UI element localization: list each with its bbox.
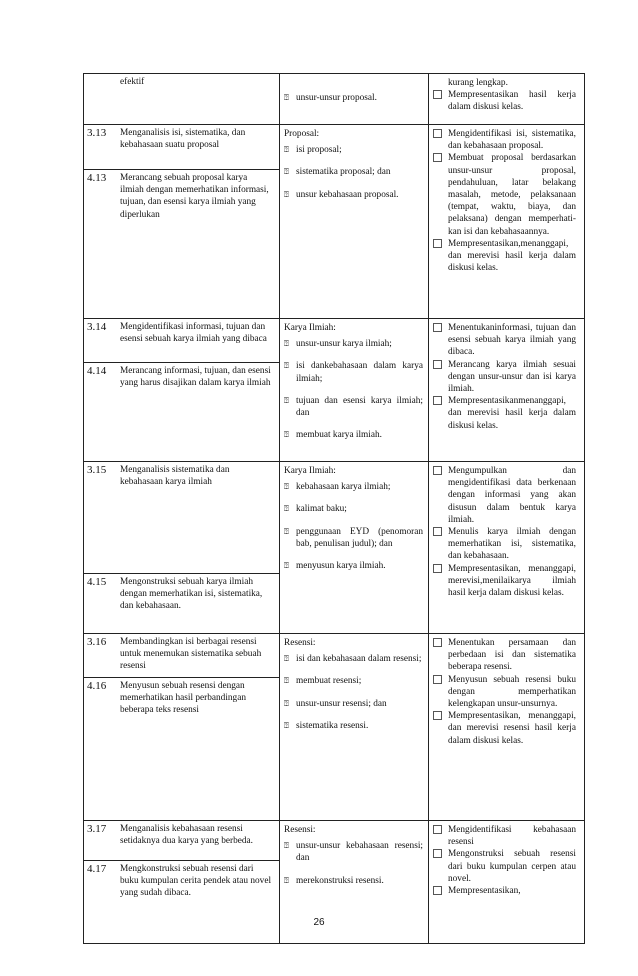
kegiatan-item — [433, 885, 576, 897]
checkbox-icon — [433, 90, 442, 99]
materi-title: Proposal: — [284, 129, 320, 139]
syllabus-table — [83, 73, 585, 944]
checkbox-icon — [433, 153, 442, 162]
materi-item-text: isi proposal; — [296, 145, 342, 156]
missing-glyph-icon: ⍰ — [284, 482, 289, 492]
kegiatan-item — [433, 128, 576, 152]
kegiatan-item-text: Mengidentifikasi isi, sistematika, dan kebahasaan proposal. — [448, 129, 576, 152]
kegiatan-item-text: Mempresentasikan, menanggapi, merevisi,menilaikarya ilmiah hasil kerja dalam diskusi kelas. — [448, 563, 576, 599]
materi-item — [284, 395, 423, 419]
missing-glyph-icon: ⍰ — [284, 167, 289, 177]
kd-text: Menganalisis sistematika dan kebahasaan karya ilmiah — [120, 465, 230, 488]
kegiatan-item-text: Mempresentasikan,menanggapi, dan merevisi hasil kerja dalam diskusi kelas. — [448, 238, 576, 274]
kegiatan-item — [433, 238, 576, 275]
kd-number: 3.16 — [87, 636, 107, 648]
materi-cell — [280, 462, 429, 634]
materi-cell — [280, 319, 429, 462]
missing-glyph-icon: ⍰ — [284, 361, 289, 371]
kompetensi-dasar-item — [84, 74, 279, 91]
kompetensi-dasar-cell — [84, 462, 280, 634]
kd-text: Mengkonstruksi sebuah resensi dari buku kumpulan cerita pendek atau novel yang sudah dibaca. — [120, 864, 272, 899]
kd-text: Menganalisis isi, sistematika, dan kebahasaan suatu proposal — [120, 128, 246, 151]
kd-number: 3.15 — [87, 464, 107, 476]
materi-item — [284, 653, 423, 665]
kegiatan-cell — [429, 74, 585, 125]
kegiatan-item-text: Membuat proposal berdasarkan unsur-unsur proposal, pendahuluan, latar belakang masalah, metode, pelaksanaan (tempat, waktu, biaya, dan pelaksana) dengan memperhati-kan isi dan kebahasaannya. — [448, 153, 576, 237]
kd-number: 4.17 — [87, 863, 107, 875]
kd-number: 3.17 — [87, 823, 107, 835]
kegiatan-item-text: Mengonstruksi sebuah resensi dari buku kumpulan cerpen atau novel. — [448, 849, 576, 884]
missing-glyph-icon: ⍰ — [284, 561, 289, 571]
materi-item — [284, 144, 423, 156]
materi-item — [284, 481, 423, 493]
materi-item — [284, 360, 423, 384]
kegiatan-item-text: Mempresentasikanmenanggapi, dan merevisi hasil kerja dalam diskusi kelas. — [448, 396, 576, 431]
materi-item-text: unsur-unsur resensi; dan — [296, 698, 387, 709]
kompetensi-dasar-item — [84, 677, 279, 720]
checkbox-icon — [433, 825, 442, 834]
missing-glyph-icon: ⍰ — [284, 145, 289, 155]
kd-number: 3.14 — [87, 321, 107, 333]
table-row — [84, 319, 585, 462]
kd-text: Membandingkan isi berbagai resensi untuk menemukan sistematika sebuah resensi — [120, 637, 262, 672]
missing-glyph-icon: ⍰ — [284, 526, 289, 536]
kegiatan-item — [433, 824, 576, 848]
materi-item-text: sistematika proposal; dan — [296, 167, 391, 178]
kegiatan-item-text: Mengidentifikasi kebahasaan resensi — [448, 825, 576, 848]
materi-item — [284, 526, 423, 550]
materi-cell — [280, 125, 429, 319]
materi-item-text: kebahasaan karya ilmiah; — [296, 482, 391, 493]
missing-glyph-icon: ⍰ — [284, 875, 289, 885]
kompetensi-dasar-item — [84, 634, 279, 677]
kd-number: 3.13 — [87, 127, 107, 139]
checkbox-icon — [433, 675, 442, 684]
checkbox-icon — [433, 711, 442, 720]
materi-item — [284, 166, 423, 178]
checkbox-icon — [433, 527, 442, 536]
materi-item-text: unsur-unsur karya ilmiah; — [296, 339, 392, 350]
kegiatan-item — [433, 710, 576, 747]
materi-item — [284, 875, 423, 887]
kompetensi-dasar-cell — [84, 125, 280, 319]
kegiatan-cell — [429, 634, 585, 821]
kegiatan-item — [433, 322, 576, 359]
kompetensi-dasar-item — [84, 319, 279, 362]
kegiatan-item-text: Mengumpulkan dan mengidentifikasi data berkenaan dengan informasi yang akan disusun dalam bentuk karya ilmiah. — [448, 466, 576, 525]
materi-cell — [280, 634, 429, 821]
checkbox-icon — [433, 360, 442, 369]
checkbox-icon — [433, 849, 442, 858]
materi-item — [284, 429, 423, 441]
checkbox-icon — [433, 886, 442, 895]
kd-text: Menganalisis kebahasaan resensi setidaknya dua karya yang berbeda. — [120, 824, 253, 847]
kegiatan-item — [433, 563, 576, 600]
kompetensi-dasar-cell — [84, 634, 280, 821]
materi-item-text: merekonstruksi resensi. — [296, 875, 384, 886]
kd-number: 4.16 — [87, 680, 107, 692]
kompetensi-dasar-cell — [84, 319, 280, 462]
materi-item — [284, 698, 423, 710]
kegiatan-cell — [429, 125, 585, 319]
kegiatan-item — [433, 526, 576, 563]
checkbox-icon — [433, 638, 442, 647]
materi-item-text: penggunaan EYD (penomoran bab, penulisan judul); dan — [296, 526, 423, 549]
kd-text: Merancang sebuah proposal karya ilmiah dengan memerhatikan informasi, tujuan, dan esensi karya ilmiah yang diperlukan — [120, 173, 269, 220]
materi-item-text: menyusun karya ilmiah. — [296, 561, 386, 572]
kompetensi-dasar-item — [84, 462, 279, 573]
materi-item-text: tujuan dan esensi karya ilmiah; dan — [296, 395, 423, 419]
kegiatan-item — [433, 674, 576, 711]
missing-glyph-icon: ⍰ — [284, 430, 289, 440]
kegiatan-item-text: Menulis karya ilmiah dengan memerhatikan isi, sistematika, dan kebahasaan. — [448, 527, 576, 562]
materi-title: Karya Ilmiah: — [284, 323, 336, 333]
kegiatan-item — [433, 465, 576, 526]
kegiatan-item — [433, 848, 576, 885]
materi-cell — [280, 74, 429, 125]
materi-item-text: membuat resensi; — [296, 676, 362, 687]
table-row — [84, 125, 585, 319]
page-number: 26 — [313, 917, 325, 928]
kegiatan-item — [433, 637, 576, 674]
kegiatan-item — [433, 152, 576, 237]
kompetensi-dasar-item — [84, 860, 279, 903]
materi-item-text: sistematika resensi. — [296, 720, 369, 731]
kegiatan-item-text: Merancang karya ilmiah sesuai dengan unsur-unsur dan isi karya ilmiah. — [448, 359, 576, 395]
kegiatan-item — [433, 395, 576, 432]
kegiatan-item — [433, 89, 576, 113]
checkbox-icon — [433, 323, 442, 332]
kegiatan-continued-text: kurang lengkap. — [448, 78, 508, 88]
kd-text: Menyusun sebuah resensi dengan memerhatikan hasil perbandingan beberapa teks resensi — [120, 681, 246, 716]
materi-item — [284, 338, 423, 350]
materi-item — [284, 560, 423, 572]
kd-text: Mengidentifikasi informasi, tujuan dan esensi sebuah karya ilmiah yang dibaca — [120, 322, 267, 345]
materi-item — [284, 503, 423, 515]
kd-number: 4.15 — [87, 576, 107, 588]
kompetensi-dasar-cell — [84, 74, 280, 125]
materi-item-text: unsur kebahasaan proposal. — [296, 189, 399, 200]
kd-number — [87, 76, 120, 88]
materi-item-text: isi dankebahasaan dalam karya ilmiah; — [296, 361, 423, 384]
materi-item-text: unsur-unsur proposal. — [296, 93, 377, 103]
kd-number: 4.13 — [87, 172, 107, 184]
kd-text: efektif — [120, 77, 145, 87]
kompetensi-dasar-item — [84, 125, 279, 169]
kegiatan-cell — [429, 319, 585, 462]
checkbox-icon — [433, 129, 442, 138]
kompetensi-dasar-item — [84, 821, 279, 860]
kegiatan-cell — [429, 462, 585, 634]
missing-glyph-icon: ⍰ — [284, 720, 289, 730]
kegiatan-item-text: Mempresentasikan hasil kerja dalam diskusi kelas. — [448, 90, 576, 113]
kegiatan-item-text: Menentukan persamaan dan perbedaan isi dan sistematika beberapa resensi. — [448, 638, 576, 673]
checkbox-icon — [433, 239, 442, 248]
table-row — [84, 634, 585, 821]
checkbox-icon — [433, 564, 442, 573]
table-row — [84, 462, 585, 634]
materi-item — [284, 675, 423, 687]
materi-item-text: membuat karya ilmiah. — [296, 430, 382, 441]
materi-title: Resensi: — [284, 638, 316, 648]
kompetensi-dasar-item — [84, 573, 279, 616]
materi-item — [284, 92, 423, 104]
kd-text: Mengonstruksi sebuah karya ilmiah dengan memerhatikan isi, sistematika, dan kebahasaan. — [120, 577, 263, 612]
missing-glyph-icon: ⍰ — [284, 504, 289, 514]
materi-title: Resensi: — [284, 825, 316, 835]
kegiatan-item-text: Menyusun sebuah resensi buku dengan memperhatikan kelengkapan unsur-unsurnya. — [448, 674, 576, 710]
kegiatan-item-text: Mempresentasikan, — [448, 886, 521, 897]
materi-title: Karya Ilmiah: — [284, 466, 336, 476]
kegiatan-item — [433, 359, 576, 396]
kd-text: Merancang informasi, tujuan, dan esensi yang harus disajikan dalam karya ilmiah — [120, 366, 271, 389]
kegiatan-item-text: Menentukaninformasi, tujuan dan esensi sebuah karya ilmiah yang dibaca. — [448, 323, 576, 358]
checkbox-icon — [433, 396, 442, 405]
checkbox-icon — [433, 466, 442, 475]
missing-glyph-icon: ⍰ — [284, 676, 289, 686]
missing-glyph-icon: ⍰ — [284, 698, 289, 708]
kompetensi-dasar-item — [84, 169, 279, 224]
missing-glyph-icon: ⍰ — [284, 339, 289, 349]
missing-glyph-icon: ⍰ — [284, 654, 289, 664]
materi-item — [284, 189, 423, 201]
materi-item — [284, 840, 423, 864]
missing-glyph-icon: ⍰ — [284, 93, 289, 102]
missing-glyph-icon: ⍰ — [284, 189, 289, 199]
table-row — [84, 74, 585, 125]
kompetensi-dasar-item — [84, 362, 279, 392]
kd-number: 4.14 — [87, 365, 107, 377]
materi-item-text: unsur-unsur kebahasaan resensi; dan — [296, 841, 423, 864]
missing-glyph-icon: ⍰ — [284, 395, 289, 405]
materi-item-text: isi dan kebahasaan dalam resensi; — [296, 654, 422, 665]
materi-item — [284, 720, 423, 732]
materi-item-text: kalimat baku; — [296, 504, 347, 515]
missing-glyph-icon: ⍰ — [284, 841, 289, 851]
kegiatan-item-text: Mempresentasikan, menanggapi, dan merevisi resensi hasil kerja dalam diskusi kelas. — [448, 711, 576, 746]
